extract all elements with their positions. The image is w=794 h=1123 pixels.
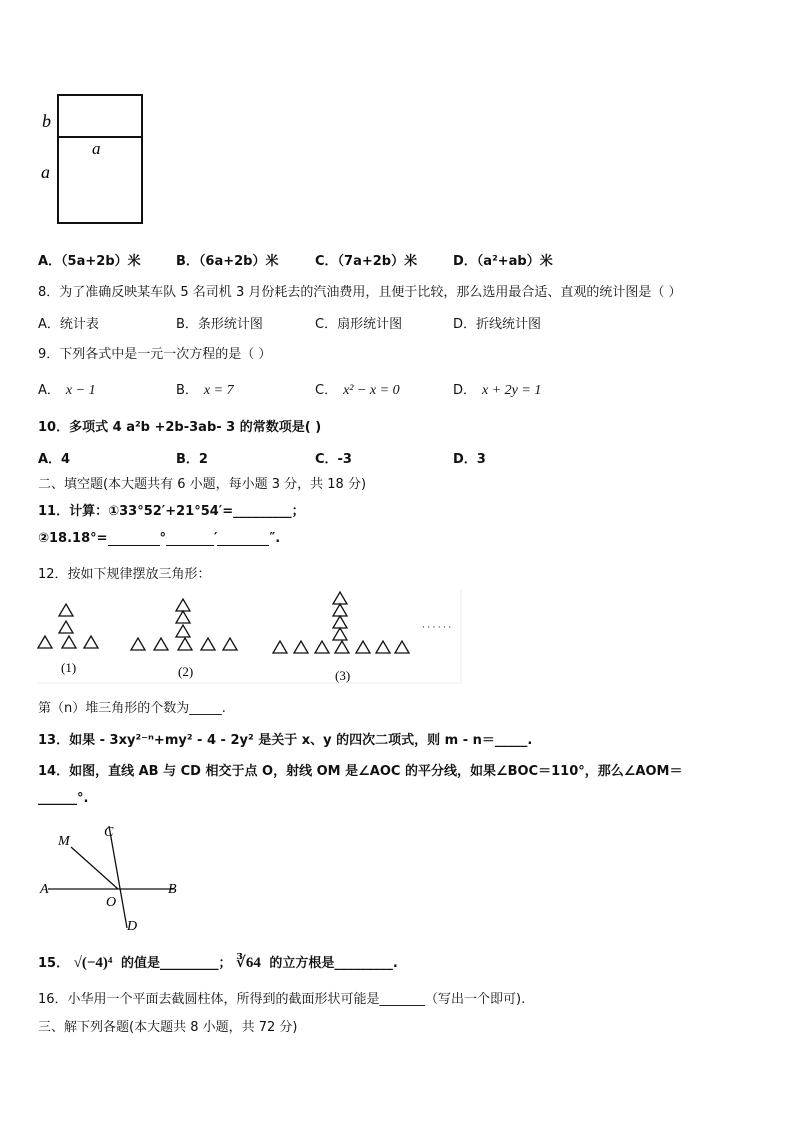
q9-option-b-letter: B． — [176, 383, 198, 398]
caption-3: (3) — [335, 668, 351, 683]
intersecting-lines-figure — [36, 820, 186, 935]
q12-tail: 第（n）堆三角形的个数为_____. — [38, 701, 226, 716]
label-a-top: a — [92, 139, 101, 158]
q8-option-d: D．折线统计图 — [453, 317, 542, 332]
blank-second[interactable] — [217, 533, 269, 546]
q9-text: 9．下列各式中是一元一次方程的是（ ） — [38, 347, 272, 362]
q8-option-b: B．条形统计图 — [176, 317, 263, 332]
q9-option-b-expr: x = 7 — [203, 383, 234, 398]
label-M: M — [58, 834, 70, 849]
q9-option-c-letter: C． — [315, 383, 338, 398]
q9-option-b — [176, 379, 234, 399]
rectangle-figure — [36, 90, 151, 230]
q9-option-a — [38, 379, 96, 399]
q10-option-a: A．4 — [38, 452, 71, 467]
q9-option-c-expr: x² − x = 0 — [343, 383, 400, 398]
q13-text: 13．如果 - 3xy²⁻ⁿ+my² - 4 - 2y² 是关于 x、y 的四次二项式，则 m - n＝_____. — [38, 733, 533, 748]
q11-line2-prefix: ②18.18°= — [38, 531, 108, 546]
q11-degree-mark: ° — [159, 531, 167, 546]
q9-option-d — [453, 379, 541, 399]
q15-expr2: ∛64 — [235, 955, 261, 971]
q12-text: 12．按如下规律摆放三角形： — [38, 567, 211, 582]
label-b: b — [42, 111, 51, 131]
q9-option-c — [315, 379, 400, 399]
ellipsis-dots: · · · · · · — [422, 622, 452, 632]
q7-option-c: C．（7a+2b）米 — [315, 254, 418, 269]
q15-prefix: 15． — [38, 956, 70, 971]
q15-line — [38, 952, 398, 972]
caption-1: (1) — [61, 660, 77, 675]
label-a-left: a — [41, 162, 50, 182]
q7-option-a: A．（5a+2b）米 — [38, 254, 141, 269]
q11-minute-mark: ′ — [214, 531, 218, 546]
q9-option-a-expr: x − 1 — [65, 383, 96, 398]
section-3-heading: 三、解下列各题(本大题共 8 小题，共 72 分) — [38, 1020, 298, 1035]
q9-option-d-letter: D． — [453, 383, 477, 398]
q10-text: 10．多项式 4 a²b +2b-3ab- 3 的常数项是( ) — [38, 420, 322, 435]
q16-text: 16．小华用一个平面去截圆柱体，所得到的截面形状可能是_______（写出一个即可). — [38, 992, 526, 1007]
q15-tail: 的立方根是_________. — [269, 956, 398, 971]
section-2-heading: 二、填空题(本大题共有 6 小题，每小题 3 分，共 18 分) — [38, 477, 367, 492]
triangle-group-2 — [131, 599, 237, 650]
label-D: D — [127, 919, 138, 934]
q10-option-d: D．3 — [453, 452, 486, 467]
blank-degree[interactable] — [108, 533, 160, 546]
q11-line1: 11．计算：①33°52′+21°54′=_________； — [38, 504, 305, 519]
q11-line2 — [38, 531, 280, 546]
label-O: O — [106, 895, 117, 910]
q9-option-a-letter: A． — [38, 383, 60, 398]
q15-mid: 的值是_________； — [120, 956, 232, 971]
q8-option-c: C．扇形统计图 — [315, 317, 403, 332]
triangle-group-1 — [38, 604, 98, 648]
q8-option-a: A．统计表 — [38, 317, 99, 332]
q14-line1: 14．如图，直线 AB 与 CD 相交于点 O，射线 OM 是∠AOC 的平分线，如果∠BOC＝110°，那么∠AOM＝ — [38, 764, 683, 779]
caption-2: (2) — [178, 664, 194, 679]
q15-expr1: √(−4)⁴ — [73, 955, 113, 971]
q9-option-d-expr: x + 2y = 1 — [482, 383, 542, 398]
q7-option-d: D．（a²+ab）米 — [453, 254, 553, 269]
label-B: B — [168, 882, 177, 897]
q8-text: 8．为了准确反映某车队 5 名司机 3 月份耗去的汽油费用，且便于比较，那么选用最合适、直观的统计图是（ ） — [38, 285, 682, 300]
q10-option-c: C．-3 — [315, 452, 352, 467]
q10-option-b: B．2 — [176, 452, 208, 467]
blank-minute[interactable] — [166, 533, 214, 546]
triangle-group-3 — [273, 592, 409, 653]
q11-second-mark: ″. — [269, 531, 281, 546]
triangle-pattern-figure — [36, 588, 464, 686]
label-C: C — [104, 825, 114, 840]
label-A: A — [40, 882, 49, 897]
q14-line2: ______°. — [38, 791, 89, 806]
q7-option-b: B．（6a+2b）米 — [176, 254, 279, 269]
